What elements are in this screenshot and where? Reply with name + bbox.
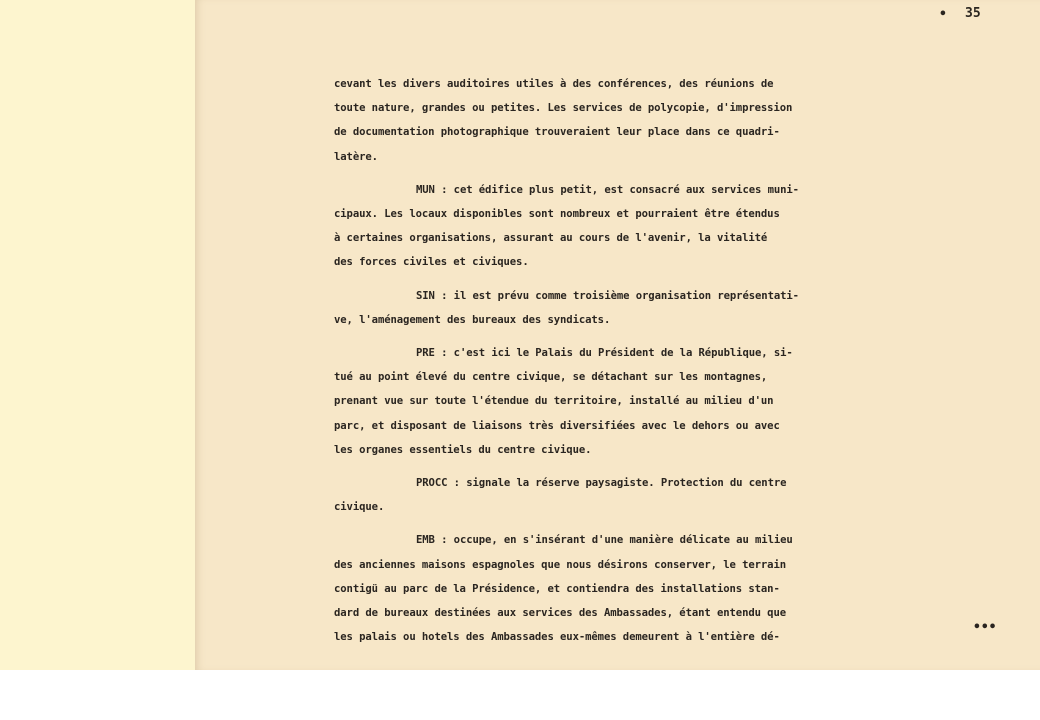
text-line: PRE : c'est ici le Palais du Président de la République, si- [416,347,793,360]
document-page [195,0,1040,670]
text-line: EMB : occupe, en s'insérant d'une manière délicate au milieu [416,534,793,547]
text-line: dard de bureaux destinées aux services des Ambassades, étant entendu que [334,607,787,620]
page-mark: • [939,7,947,22]
text-line: civique. [334,501,385,514]
text-line: latère. [334,150,378,163]
paragraph-pre [334,341,930,462]
paragraph-procc [334,471,930,519]
text-line: toute nature, grandes ou petites. Les services de polycopie, d'impression [334,102,793,115]
body-text [334,72,930,658]
text-line: de documentation photographique trouveraient leur place dans ce quadri- [334,126,780,139]
text-line: des forces civiles et civiques. [334,256,529,269]
page-number: 35 [965,6,981,21]
text-line: ve, l'aménagement des bureaux des syndicats. [334,313,611,326]
continuation-mark: ••• [973,620,997,635]
text-line: à certaines organisations, assurant au cours de l'avenir, la vitalité [334,232,768,245]
paragraph-sin [334,284,930,332]
text-line: des anciennes maisons espagnoles que nous désirons conserver, le terrain [334,558,787,571]
page-left-margin [0,0,195,670]
text-line: les organes essentiels du centre civique. [334,443,592,456]
text-line: SIN : il est prévu comme troisième organisation représentati- [416,289,799,302]
text-line: parc, et disposant de liaisons très diversifiées avec le dehors ou avec [334,419,780,432]
paragraph [334,72,930,169]
text-line: PROCC : signale la réserve paysagiste. Protection du centre [416,477,787,490]
text-line: prenant vue sur toute l'étendue du territoire, installé au milieu d'un [334,395,774,408]
text-line: contigü au parc de la Présidence, et contiendra des installations stan- [334,582,780,595]
text-line: MUN : cet édifice plus petit, est consacré aux services muni- [416,183,799,196]
paragraph-mun [334,178,930,275]
paragraph-emb [334,528,930,649]
text-line: cevant les divers auditoires utiles à des conférences, des réunions de [334,78,774,90]
text-line: tué au point élevé du centre civique, se détachant sur les montagnes, [334,371,768,384]
text-line: cipaux. Les locaux disponibles sont nombreux et pourraient être étendus [334,208,780,221]
text-line: les palais ou hotels des Ambassades eux-mêmes demeurent à l'entière dé- [334,631,780,644]
